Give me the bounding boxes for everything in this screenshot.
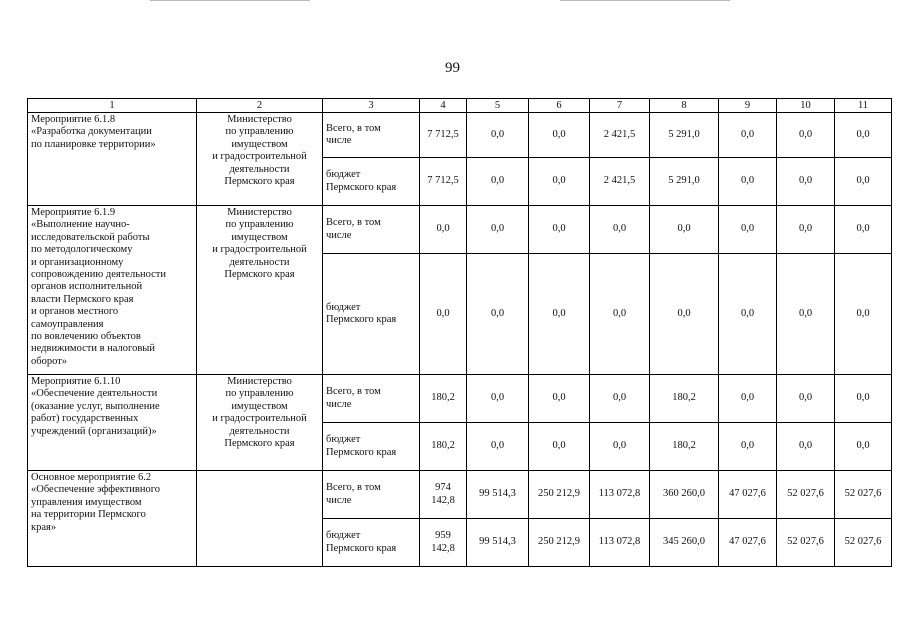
text-line: «Выполнение научно- — [31, 219, 130, 231]
text-line: работ) государственных — [31, 413, 139, 425]
value-cell: 113 072,8 — [590, 471, 650, 519]
value-cell: 0,0 — [719, 113, 777, 158]
text-line: числе — [326, 135, 352, 146]
text-line: по управлению — [225, 388, 294, 400]
text-line: Всего, в том — [326, 217, 381, 229]
value-cell: 959 142,8 — [420, 519, 467, 567]
text-line: Мероприятие 6.1.8 — [31, 114, 116, 125]
text-line: «Обеспечение деятельности — [31, 388, 158, 400]
value-cell: 0,0 — [420, 254, 467, 375]
value-cell: 0,0 — [719, 158, 777, 206]
value-cell: 0,0 — [467, 254, 529, 375]
text-line: власти Пермского края — [31, 293, 134, 305]
text-line: недвижимости в налоговый — [31, 343, 155, 355]
source-cell — [323, 471, 420, 519]
header-cell-8: 8 — [650, 99, 719, 113]
event-cell — [28, 113, 197, 206]
value-cell: 0,0 — [590, 375, 650, 423]
value-cell: 0,0 — [529, 375, 590, 423]
text-line: на территории Пермского — [31, 509, 146, 521]
header-row — [28, 99, 892, 113]
text-line: Министерство — [227, 207, 292, 218]
text-line: Пермского края — [224, 269, 295, 281]
text-line: числе — [326, 494, 352, 506]
text-line: и градостроительной — [212, 151, 307, 163]
text-line: деятельности — [229, 256, 290, 268]
value-cell: 0,0 — [590, 206, 650, 254]
header-cell-2: 2 — [197, 99, 323, 113]
header-cell-11: 11 — [835, 99, 892, 113]
source-cell — [323, 158, 420, 206]
value-cell: 0,0 — [835, 113, 892, 158]
scan-edge-line-left — [150, 0, 310, 1]
source-cell — [323, 519, 420, 567]
value-cell: 47 027,6 — [719, 471, 777, 519]
value-cell: 180,2 — [650, 423, 719, 471]
text-line: сопровождению деятельности — [31, 269, 166, 281]
value-cell: 0,0 — [529, 254, 590, 375]
value-cell: 0,0 — [835, 254, 892, 375]
value-cell: 974 142,8 — [420, 471, 467, 519]
text-line: бюджет — [326, 169, 361, 181]
value-cell: 52 027,6 — [835, 519, 892, 567]
text-line: Всего, в том — [326, 482, 381, 494]
value-cell: 0,0 — [835, 206, 892, 254]
value-cell: 99 514,3 — [467, 519, 529, 567]
value-cell: 52 027,6 — [777, 471, 835, 519]
value-cell: 180,2 — [420, 423, 467, 471]
text-line: бюджет — [326, 530, 361, 542]
text-line: деятельности — [229, 163, 290, 175]
value-cell: 0,0 — [835, 158, 892, 206]
value-cell: 0,0 — [835, 423, 892, 471]
text-line: и органов местного — [31, 306, 119, 318]
text-line: оборот» — [31, 355, 68, 367]
value-cell: 0,0 — [529, 113, 590, 158]
text-line: Всего, в том — [326, 122, 381, 134]
text-line: «Обеспечение эффективного — [31, 484, 161, 496]
text-line: Пермского края — [326, 542, 397, 554]
value-cell: 250 212,9 — [529, 471, 590, 519]
value-cell: 0,0 — [719, 423, 777, 471]
text-line: деятельности — [229, 425, 290, 437]
text-line: Основное мероприятие 6.2 — [31, 472, 152, 483]
source-cell — [323, 423, 420, 471]
text-line: органов исполнительной — [31, 281, 143, 293]
value-cell: 0,0 — [777, 113, 835, 158]
value-cell: 99 514,3 — [467, 471, 529, 519]
source-cell — [323, 113, 420, 158]
value-cell: 5 291,0 — [650, 158, 719, 206]
value-cell: 180,2 — [420, 375, 467, 423]
value-cell: 0,0 — [590, 423, 650, 471]
table-row — [28, 471, 892, 519]
text-line: бюджет — [326, 301, 361, 313]
value-cell: 2 421,5 — [590, 113, 650, 158]
text-line: Пермского края — [326, 181, 397, 193]
value-cell: 52 027,6 — [777, 519, 835, 567]
value-cell: 0,0 — [467, 158, 529, 206]
text-line: Всего, в том — [326, 386, 381, 398]
text-line: и градостроительной — [212, 413, 307, 425]
text-line: (оказание услуг, выполнение — [31, 400, 160, 412]
value-cell: 0,0 — [650, 206, 719, 254]
value-cell: 0,0 — [467, 423, 529, 471]
text-line: имуществом — [231, 138, 288, 150]
text-line: по планировке территории» — [31, 138, 156, 150]
value-cell: 360 260,0 — [650, 471, 719, 519]
value-cell: 0,0 — [529, 423, 590, 471]
text-line: края» — [31, 521, 57, 533]
value-cell: 5 291,0 — [650, 113, 719, 158]
text-line: Пермского края — [224, 438, 295, 450]
header-cell-10: 10 — [777, 99, 835, 113]
value-cell: 0,0 — [777, 158, 835, 206]
responsible-cell — [197, 375, 323, 471]
value-cell: 0,0 — [650, 254, 719, 375]
text-line: по вовлечению объектов — [31, 331, 141, 343]
text-line: и градостроительной — [212, 244, 307, 256]
text-line: Мероприятие 6.1.9 — [31, 207, 116, 218]
source-cell — [323, 206, 420, 254]
value-cell: 180,2 — [650, 375, 719, 423]
text-line: Министерство — [227, 114, 292, 125]
text-line: числе — [326, 229, 352, 241]
value-cell: 0,0 — [529, 206, 590, 254]
header-cell-6: 6 — [529, 99, 590, 113]
value-cell: 0,0 — [719, 206, 777, 254]
value-cell: 0,0 — [777, 423, 835, 471]
value-cell: 47 027,6 — [719, 519, 777, 567]
value-cell: 0,0 — [777, 254, 835, 375]
text-line: Пермского края — [326, 446, 397, 458]
text-line: «Разработка документации — [31, 126, 152, 138]
text-line: управления имуществом — [31, 496, 142, 508]
header-cell-5: 5 — [467, 99, 529, 113]
header-cell-9: 9 — [719, 99, 777, 113]
header-cell-3: 3 — [323, 99, 420, 113]
value-cell: 0,0 — [719, 254, 777, 375]
table-row — [28, 206, 892, 254]
value-cell: 0,0 — [777, 206, 835, 254]
text-line: и организационному — [31, 256, 124, 268]
value-cell: 7 712,5 — [420, 158, 467, 206]
text-line: бюджет — [326, 434, 361, 446]
value-cell: 0,0 — [719, 375, 777, 423]
text-line: Министерство — [227, 376, 292, 387]
text-line: Пермского края — [326, 314, 397, 325]
value-cell: 345 260,0 — [650, 519, 719, 567]
value-cell: 0,0 — [467, 206, 529, 254]
scan-edge-line-right — [560, 0, 730, 1]
value-cell: 0,0 — [467, 375, 529, 423]
value-cell: 0,0 — [467, 113, 529, 158]
source-cell — [323, 375, 420, 423]
budget-table — [27, 98, 892, 567]
value-cell: 250 212,9 — [529, 519, 590, 567]
page-number: 99 — [445, 60, 460, 76]
text-line: числе — [326, 398, 352, 410]
value-cell: 0,0 — [420, 206, 467, 254]
event-cell — [28, 375, 197, 471]
text-line: по методологическому — [31, 244, 133, 256]
event-cell — [28, 206, 197, 375]
text-line: по управлению — [225, 219, 294, 231]
event-cell — [28, 471, 197, 567]
value-cell: 0,0 — [835, 375, 892, 423]
table-row — [28, 375, 892, 423]
header-cell-4: 4 — [420, 99, 467, 113]
value-cell: 0,0 — [590, 254, 650, 375]
text-line: учреждений (организаций)» — [31, 425, 157, 437]
text-line: исследовательской работы — [31, 231, 150, 243]
text-line: самоуправления — [31, 318, 104, 330]
text-line: Пермского края — [224, 176, 295, 188]
table-row — [28, 113, 892, 158]
responsible-cell — [197, 113, 323, 206]
source-cell — [323, 254, 420, 375]
value-cell: 0,0 — [529, 158, 590, 206]
value-cell: 2 421,5 — [590, 158, 650, 206]
text-line: имуществом — [231, 400, 288, 412]
value-cell: 52 027,6 — [835, 471, 892, 519]
responsible-cell — [197, 471, 323, 567]
text-line: по управлению — [225, 126, 294, 138]
value-cell: 7 712,5 — [420, 113, 467, 158]
responsible-cell — [197, 206, 323, 375]
text-line: Мероприятие 6.1.10 — [31, 376, 121, 387]
header-cell-1: 1 — [28, 99, 197, 113]
value-cell: 0,0 — [777, 375, 835, 423]
value-cell: 113 072,8 — [590, 519, 650, 567]
header-cell-7: 7 — [590, 99, 650, 113]
text-line: имуществом — [231, 231, 288, 243]
